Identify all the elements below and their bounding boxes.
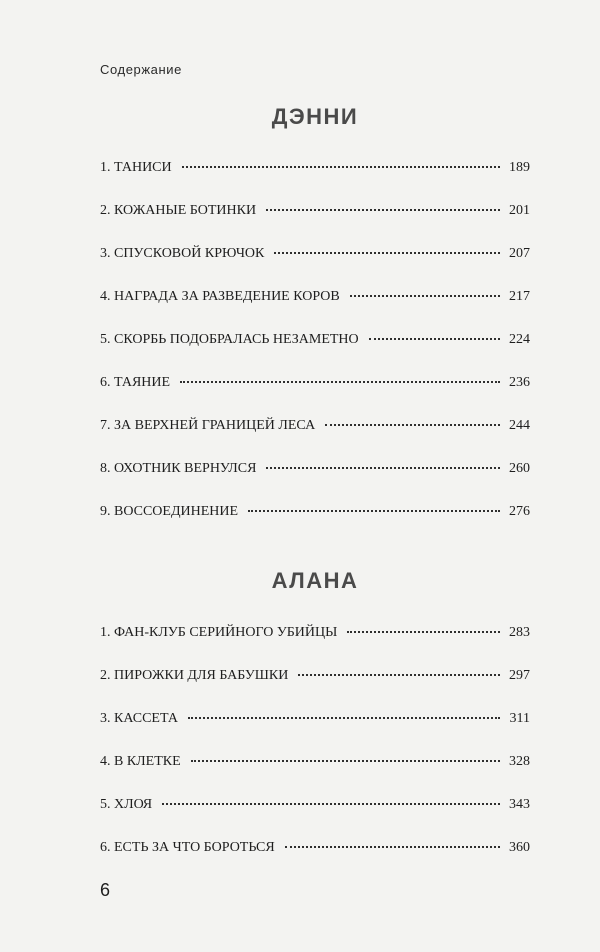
toc-list-denny (100, 160, 530, 547)
dot-leader (298, 674, 500, 676)
toc-entry-page: 297 (509, 668, 530, 683)
toc-entry-title: 4. В КЛЕТКЕ (100, 754, 181, 769)
toc-entry-page: 201 (509, 203, 530, 218)
toc-entry-title: 3. СПУСКОВОЙ КРЮЧОК (100, 246, 265, 261)
dot-leader (191, 760, 500, 762)
toc-entry[interactable] (100, 711, 530, 754)
dot-leader (325, 424, 500, 426)
toc-entry-title: 5. СКОРБЬ ПОДОБРАЛАСЬ НЕЗАМЕТНО (100, 332, 359, 347)
dot-leader (369, 338, 500, 340)
toc-entry[interactable] (100, 246, 530, 289)
toc-entry-page: 343 (509, 797, 530, 812)
toc-entry-title: 6. ЕСТЬ ЗА ЧТО БОРОТЬСЯ (100, 840, 275, 855)
toc-entry-page: 360 (509, 840, 530, 855)
toc-entry[interactable] (100, 289, 530, 332)
toc-entry[interactable] (100, 754, 530, 797)
toc-entry-page: 260 (509, 461, 530, 476)
toc-entry-title: 1. ФАН-КЛУБ СЕРИЙНОГО УБИЙЦЫ (100, 625, 338, 640)
toc-entry-page: 224 (509, 332, 530, 347)
toc-entry[interactable] (100, 461, 530, 504)
toc-list-alana (100, 625, 530, 883)
section-title-alana: АЛАНА (271, 568, 359, 593)
toc-entry[interactable] (100, 375, 530, 418)
toc-entry[interactable] (100, 160, 530, 203)
toc-entry-page: 283 (509, 625, 530, 640)
toc-entry-title: 6. ТАЯНИЕ (100, 375, 171, 390)
dot-leader (182, 166, 500, 168)
toc-entry-page: 276 (509, 504, 530, 519)
toc-entry-title: 4. НАГРАДА ЗА РАЗВЕДЕНИЕ КОРОВ (100, 289, 340, 304)
toc-entry-page: 236 (509, 375, 530, 390)
toc-entry-title: 1. ТАНИСИ (100, 160, 172, 175)
toc-entry-title: 5. ХЛОЯ (100, 797, 153, 812)
dot-leader (274, 252, 500, 254)
toc-entry-page: 189 (509, 160, 530, 175)
running-head: Содержание (100, 62, 182, 77)
toc-entry-title: 2. КОЖАНЫЕ БОТИНКИ (100, 203, 257, 218)
dot-leader (285, 846, 500, 848)
toc-entry[interactable] (100, 504, 530, 547)
toc-entry-title: 7. ЗА ВЕРХНЕЙ ГРАНИЦЕЙ ЛЕСА (100, 418, 316, 433)
toc-entry-page: 328 (509, 754, 530, 769)
toc-entry-title: 8. ОХОТНИК ВЕРНУЛСЯ (100, 461, 257, 476)
toc-entry[interactable] (100, 203, 530, 246)
page-number: 6 (100, 880, 111, 900)
dot-leader (180, 381, 500, 383)
toc-entry[interactable] (100, 625, 530, 668)
toc-entry[interactable] (100, 797, 530, 840)
toc-entry-page: 217 (509, 289, 530, 304)
dot-leader (162, 803, 500, 805)
toc-entry-page: 311 (509, 711, 530, 726)
toc-entry[interactable] (100, 840, 530, 883)
toc-entry[interactable] (100, 418, 530, 461)
dot-leader (266, 467, 500, 469)
dot-leader (347, 631, 500, 633)
dot-leader (248, 510, 500, 512)
toc-entry-page: 207 (509, 246, 530, 261)
toc-entry[interactable] (100, 332, 530, 375)
section-title-denny: ДЭННИ (271, 104, 359, 129)
dot-leader (188, 717, 500, 719)
toc-entry-title: 9. ВОССОЕДИНЕНИЕ (100, 504, 239, 519)
dot-leader (350, 295, 500, 297)
toc-entry-title: 3. КАССЕТА (100, 711, 178, 726)
dot-leader (266, 209, 500, 211)
toc-entry-title: 2. ПИРОЖКИ ДЛЯ БАБУШКИ (100, 668, 289, 683)
toc-entry[interactable] (100, 668, 530, 711)
toc-entry-page: 244 (509, 418, 530, 433)
